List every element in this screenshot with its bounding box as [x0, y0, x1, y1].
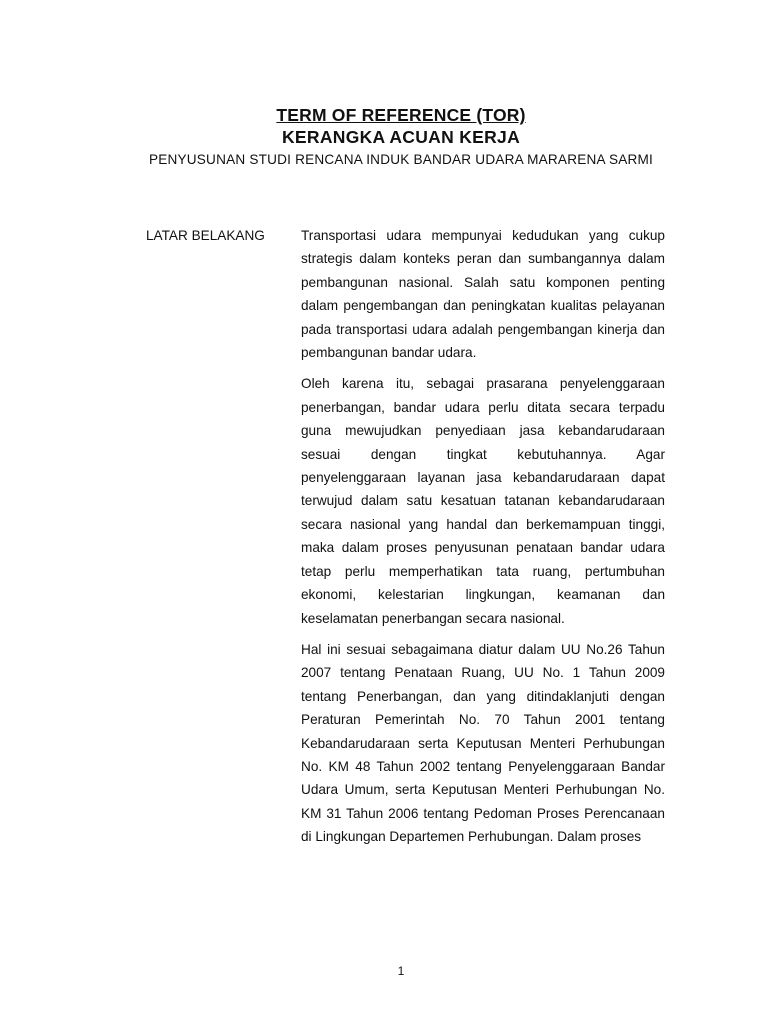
title-block — [0, 104, 768, 170]
section-body — [301, 224, 665, 857]
paragraph: Transportasi udara mempunyai kedudukan yang cukup strategis dalam konteks peran dan sumbangannya dalam pembangunan nasional. Salah satu komponen penting dalam pengembangan dan peningkatan kualitas pelayanan pada transportasi udara adalah pengembangan kinerja dan pembangunan bandar udara. — [301, 228, 665, 361]
page-number: 1 — [397, 964, 405, 978]
document-subtitle: KERANGKA ACUAN KERJA — [281, 127, 521, 147]
document-title: TERM OF REFERENCE (TOR) — [276, 105, 526, 125]
paragraph: Oleh karena itu, sebagai prasarana penyelenggaraan penerbangan, bandar udara perlu ditata secara terpadu guna mewujudkan penyediaan jasa kebandarudaraan sesuai dengan tingkat kebutuhannya. Agar penyelenggaraan layanan jasa kebandarudaraan dapat terwujud dalam satu kesatuan tatanan kebandarudaraan secara nasional yang handal dan berkemampuan tinggi, maka dalam proses penyusunan penataan bandar udara tetap perlu memperhatikan tata ruang, pertumbuhan ekonomi, kelestarian lingkungan, keamanan dan keselamatan penerbangan secara nasional. — [301, 376, 665, 626]
section-label: LATAR BELAKANG — [146, 228, 265, 243]
document-description: PENYUSUNAN STUDI RENCANA INDUK BANDAR UDARA MARARENA SARMI — [148, 152, 654, 167]
paragraph: Hal ini sesuai sebagaimana diatur dalam UU No.26 Tahun 2007 tentang Penataan Ruang, UU No. 1 Tahun 2009 tentang Penerbangan, dan yang ditindaklanjuti dengan Peraturan Pemerintah No. 70 Tahun 2001 tentang Kebandarudaraan serta Keputusan Menteri Perhubungan No. KM 48 Tahun 2002 tentang Penyelenggaraan Bandar Udara Umum, serta Keputusan Menteri Perhubungan No. KM 31 Tahun 2006 tentang Pedoman Proses Perencanaan di Lingkungan Departemen Perhubungan. Dalam proses — [301, 641, 665, 845]
